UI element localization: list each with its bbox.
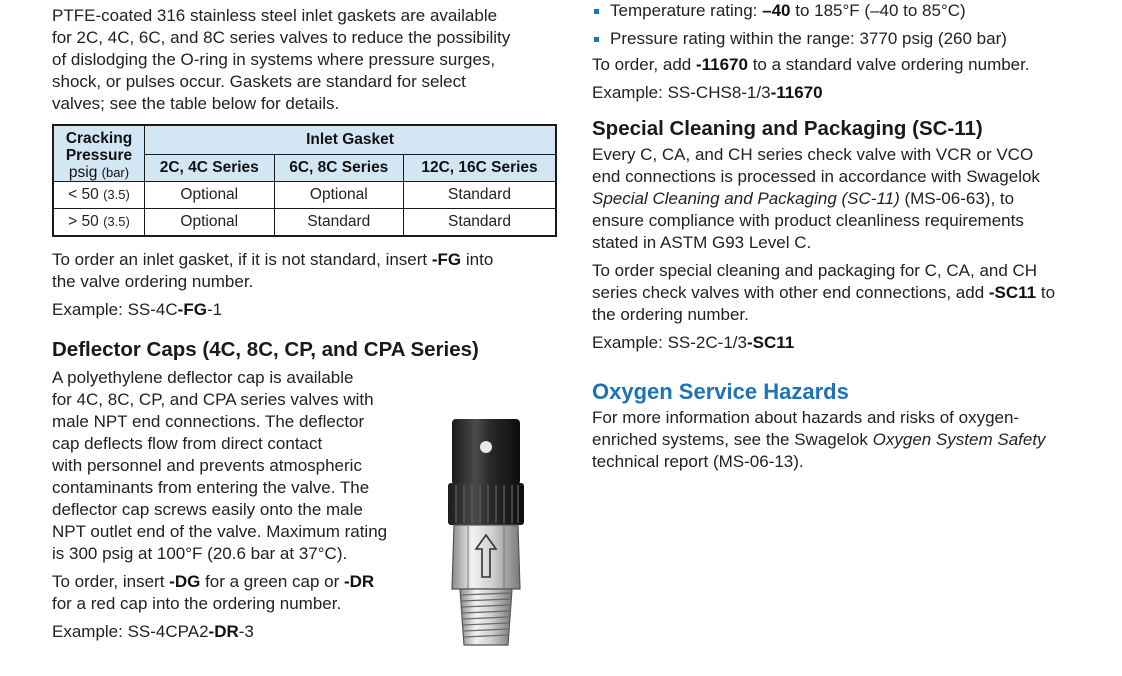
example-11670 [592, 82, 1097, 104]
example-text: Example: SS-4CPA2 [52, 622, 209, 641]
inlet-gasket-table [52, 124, 557, 237]
deflector-line: NPT outlet end of the valve. Maximum rating [52, 522, 388, 541]
deflector-caps-heading: Deflector Caps (4C, 8C, CP, and CPA Series) [52, 338, 479, 361]
intro-line: for 2C, 4C, 6C, and 8C series valves to reduce the possibility [52, 28, 511, 47]
order-code: -FG [431, 250, 462, 269]
example-code: -DR [208, 622, 239, 641]
order-text: To order an inlet gasket, if it is not standard, insert [52, 250, 432, 269]
order-11670-line [592, 54, 1097, 76]
deflector-order-line [52, 571, 420, 593]
cp-label-line2: Pressure [65, 146, 133, 164]
pressure-value: < 50 [68, 186, 99, 203]
order-line [52, 249, 557, 271]
deflector-order-line: for a red cap into the ordering number. [52, 594, 342, 613]
deflector-line: contaminants from entering the valve. The [52, 478, 370, 497]
deflector-description [52, 367, 420, 643]
order-code: -11670 [695, 55, 748, 74]
cracking-pressure-header [53, 125, 145, 182]
deflector-line: cap deflects flow from direct contact [52, 434, 323, 453]
order-text: to [1036, 283, 1056, 302]
table-row [53, 182, 556, 209]
bullet-text: to 185°F (–40 to 85°C) [790, 1, 966, 20]
list-item [592, 0, 1097, 22]
cleaning-order-line: the ordering number. [592, 305, 749, 324]
deflector-line: is 300 psig at 100°F (20.6 bar at 37°C). [52, 544, 348, 563]
pressure-cell [53, 182, 145, 209]
cleaning-order-line: To order special cleaning and packaging for C, CA, and CH [592, 261, 1038, 280]
gasket-example [52, 299, 557, 321]
cleaning-italic: Special Cleaning and Packaging (SC-11) [592, 189, 900, 208]
cleaning-order-paragraph [592, 260, 1097, 326]
cp-unit-sub: (bar) [101, 164, 130, 180]
example-text: Example: SS-2C-1/3 [592, 333, 747, 352]
table-cell: Optional [274, 182, 404, 209]
cleaning-order-line [592, 282, 1097, 304]
gasket-intro-paragraph [52, 5, 557, 115]
order-text: series check valves with other end connections, add [592, 283, 989, 302]
deflector-section [52, 367, 557, 643]
right-column [592, 0, 1097, 473]
cleaning-example [592, 332, 1097, 354]
bullet-icon [594, 37, 599, 42]
oxygen-italic: Oxygen System Safety [872, 430, 1046, 449]
cp-unit [54, 164, 144, 181]
oxygen-line: For more information about hazards and risks of oxygen- [592, 408, 1020, 427]
pressure-bar: (3.5) [103, 187, 130, 202]
pressure-cell [53, 209, 145, 237]
order-text: into [461, 250, 494, 269]
example-text: -1 [206, 300, 223, 319]
deflector-line: deflector cap screws easily onto the male [52, 500, 363, 519]
deflector-line: A polyethylene deflector cap is available [52, 368, 354, 387]
cleaning-line: stated in ASTM G93 Level C. [592, 233, 812, 252]
bullet-icon [594, 9, 599, 14]
order-text: To order, add [592, 55, 696, 74]
order-code-green: -DG [169, 572, 201, 591]
order-text: To order, insert [52, 572, 170, 591]
oxygen-hazards-heading: Oxygen Service Hazards [592, 379, 849, 404]
table-cell: Standard [404, 209, 556, 237]
special-cleaning-heading: Special Cleaning and Packaging (SC-11) [592, 117, 983, 140]
order-code-red: -DR [343, 572, 375, 591]
deflector-line: male NPT end connections. The deflector [52, 412, 365, 431]
order-text: for a green cap or [200, 572, 344, 591]
list-item [592, 28, 1097, 50]
example-text: -3 [238, 622, 254, 641]
column-header: 12C, 16C Series [404, 155, 556, 182]
deflector-cap-valve-image [446, 417, 526, 649]
oxygen-line: technical report (MS-06-13). [592, 452, 804, 471]
order-line: the valve ordering number. [52, 272, 254, 291]
cleaning-line: end connections is processed in accordance with Swagelok [592, 167, 1040, 186]
intro-line: valves; see the table below for details. [52, 94, 340, 113]
cap-vent-hole [480, 441, 492, 453]
cleaning-line: ensure compliance with product cleanliness requirements [592, 211, 1024, 230]
column-header: 6C, 8C Series [274, 155, 404, 182]
column-header: 2C, 4C Series [145, 155, 275, 182]
table-cell: Standard [274, 209, 404, 237]
oxygen-line [592, 429, 1097, 451]
example-code: -11670 [770, 83, 823, 102]
table-cell: Optional [145, 182, 275, 209]
table-row [53, 209, 556, 237]
pressure-bar: (3.5) [103, 214, 130, 229]
gasket-order-instruction [52, 249, 557, 293]
ratings-list [592, 0, 1097, 50]
cleaning-line [592, 188, 1097, 210]
cleaning-paragraph [592, 144, 1097, 254]
table-cell: Standard [404, 182, 556, 209]
deflector-line: for 4C, 8C, CP, and CPA series valves with [52, 390, 374, 409]
deflector-example [52, 621, 420, 643]
example-text: Example: SS-CHS8-1/3 [592, 83, 771, 102]
example-code: -SC11 [746, 333, 795, 352]
cleaning-text: (MS-06-63), to [899, 189, 1015, 208]
example-text: Example: SS-4C [52, 300, 178, 319]
left-column [52, 5, 557, 643]
bullet-text: Pressure rating within the range: 3770 psig (260 bar) [610, 29, 1007, 48]
intro-line: PTFE-coated 316 stainless steel inlet gaskets are available [52, 6, 498, 25]
cp-unit-main: psig [68, 163, 98, 181]
bullet-text: Temperature rating: [610, 1, 763, 20]
cp-label-line1: Cracking [65, 129, 133, 147]
bullet-bold: –40 [762, 1, 791, 20]
pressure-value: > 50 [68, 213, 99, 230]
example-code: -FG [177, 300, 207, 319]
order-code: -SC11 [988, 283, 1037, 302]
deflector-line: with personnel and prevents atmospheric [52, 456, 362, 475]
table-cell: Optional [145, 209, 275, 237]
intro-line: of dislodging the O-ring in systems where pressure surges, [52, 50, 496, 69]
oxygen-paragraph [592, 407, 1097, 473]
oxygen-text: enriched systems, see the Swagelok [592, 430, 873, 449]
inlet-gasket-group-header: Inlet Gasket [145, 125, 557, 155]
cleaning-line: Every C, CA, and CH series check valve with VCR or VCO [592, 145, 1034, 164]
intro-line: shock, or pulses occur. Gaskets are standard for select [52, 72, 466, 91]
order-text: to a standard valve ordering number. [747, 55, 1030, 74]
